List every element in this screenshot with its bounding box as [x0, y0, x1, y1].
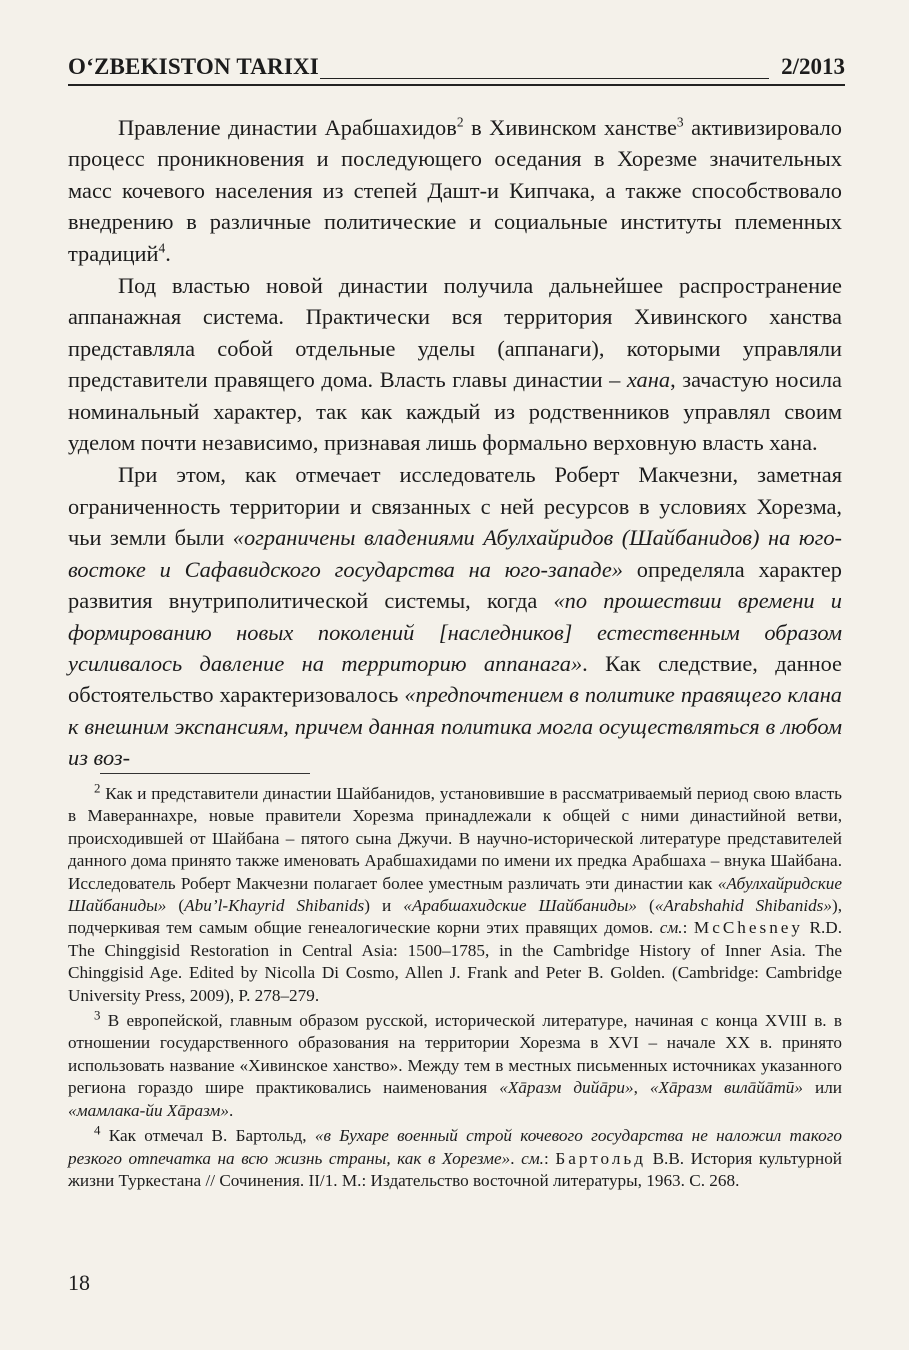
quote: «ограничены владениями Абулхайридов (Шайбанидов) на юго-востоке и Сафавидского государства на юго-западе»	[68, 525, 842, 582]
header-underline	[68, 84, 845, 86]
text-run: R.D. The Chinggisid Restoration in Central Asia: 1500–1785, in the Cambridge History of Inner Asia. The Chinggisid Age. Edited by Nicolla Di Cosmo, Allen J. Frank and Peter B. Golden. (Cambridge: Cambridge University Press, 2009), P. 278–279.	[68, 918, 842, 1005]
page-number: 18	[68, 1270, 90, 1295]
text-run: Под властью новой династии получила дальнейшее распространение аппанажная система. Практически вся территория Хивинского ханства представляла собой отдельные уделы (аппанаги), которыми управляли представители правящего дома. Власть главы династии –	[68, 273, 842, 393]
footnote-ref-3[interactable]: 3	[676, 114, 684, 130]
quote: «Арабшахидские Шайбаниды»	[403, 896, 637, 916]
quote: «Хāразм дийāри»	[499, 1078, 634, 1098]
footnote-ref-4[interactable]: 4	[158, 240, 166, 256]
text-run: . Как следствие, данное обстоятельство характеризовалось	[68, 650, 842, 708]
text-run: определяла характер развития внутриполитической системы, когда	[68, 556, 842, 614]
text-run: .	[510, 1148, 522, 1168]
text-run: (	[636, 896, 655, 916]
journal-title: O‘ZBEKISTON TARIXI	[68, 54, 319, 79]
running-header	[68, 54, 845, 88]
text-run: В.В. История культурной жизни Туркестана // Сочинения. II/1. М.: Издательство восточной литературы, 1963. С. 268.	[68, 1148, 842, 1190]
header-rule	[320, 78, 769, 79]
text-run: ) и	[364, 896, 404, 916]
see-ref: см.	[521, 1148, 544, 1168]
text-run: или	[802, 1078, 842, 1098]
quote: «мамлака-йи Хāразм»	[68, 1100, 229, 1120]
text-run: .	[228, 1100, 234, 1120]
footnote-3	[68, 1010, 842, 1122]
quote: «по прошествии времени и формированию новых поколений [наследников] естественным образом усиливалось давление на территорию аппанага»	[68, 588, 843, 676]
footnote-number: 2	[94, 781, 101, 796]
see-ref: см.	[659, 918, 683, 938]
author-name: Бартольд	[555, 1148, 647, 1168]
text-run: Как и представители династии Шайбанидов, установившие в рассматриваемый период свою власть в Мавераннахре, новые правители Хорезма принадлежали к общей с ними династийной ветви, происходившей от Шайбана – пятого сына Джучи. В научно-исторической литературе представителей данного дома принято также именовать Арабшахидами по имени их предка Арабшаха – внука Шайбана. Исследователь Роберт Макчезни полагает более уместным различать эти династии как	[68, 784, 842, 893]
text-run: Правление династии Арабшахидов	[118, 115, 457, 140]
footnote-ref-2[interactable]: 2	[456, 114, 464, 130]
paragraph-3	[68, 459, 842, 773]
author-name: McChesney	[693, 918, 804, 938]
main-text	[68, 112, 842, 774]
quote: «в Бухаре военный строй кочевого государства не наложил такого резкого отпечатка на всю жизнь страны, как в Хорезме»	[68, 1126, 842, 1168]
paragraph-2	[68, 270, 842, 458]
text-run: При этом, как отмечает исследователь Роберт Макчезни, заметная ограниченность территории и связанных с ней ресурсов в условиях Хорезма, чьи земли были	[68, 462, 842, 551]
text-run: , зачастую носила номинальный характер, так как каждый из родственников управлял своим уделом почти независимо, признавая лишь формально верховную власть хана.	[68, 367, 842, 456]
footnote-4	[68, 1125, 842, 1192]
issue-number: 2/2013	[781, 54, 845, 79]
text-run: В европейской, главным образом русской, исторической литературе, начиная с конца XVIII в. в отношении государственного образования на территории Хорезма в XVI – начале XX в. принято использовать название «Хивинское ханство». Между тем в местных письменных источниках указанного региона гораздо шире практиковались наименования	[68, 1011, 842, 1098]
text-run: .	[165, 240, 171, 266]
footnote-2	[68, 783, 842, 1007]
footnote-number: 3	[94, 1008, 101, 1023]
emphasis: хана	[626, 367, 671, 393]
paragraph-1	[68, 112, 842, 269]
quote: Abu’l-Khayrid Shibanids	[184, 896, 365, 916]
footnotes	[68, 783, 842, 1195]
text-run: Как отмечал В. Бартольд,	[100, 1126, 315, 1146]
text-run: :	[682, 918, 694, 938]
text-run: активизировало процесс проникновения и последующего оседания в Хорезме значительных масс кочевого населения из степей Дашт-и Кипчака, а также способствовало внедрению в различные политические и социальные институты племенных традиций	[68, 115, 842, 266]
quote: «Хāразм вилāйāтū»	[649, 1078, 803, 1098]
quote: «Абулхайридские Шайбаниды»	[68, 873, 842, 916]
text-run: (	[166, 896, 185, 916]
text-run: :	[543, 1148, 556, 1168]
footnote-separator	[100, 773, 310, 774]
text-run: ,	[633, 1078, 650, 1098]
quote: «предпочтением в политике правящего клана к внешним экспансиям, причем данная политика могла осуществляться в любом из воз-	[68, 682, 842, 771]
quote: «Arabshahid Shibanids»	[654, 896, 832, 916]
text-run: в Хивинском ханстве	[463, 115, 677, 140]
footnote-number: 4	[94, 1123, 101, 1138]
text-run: ), подчеркивая тем самым общие генеалогические корни этих правящих домов.	[68, 896, 842, 938]
